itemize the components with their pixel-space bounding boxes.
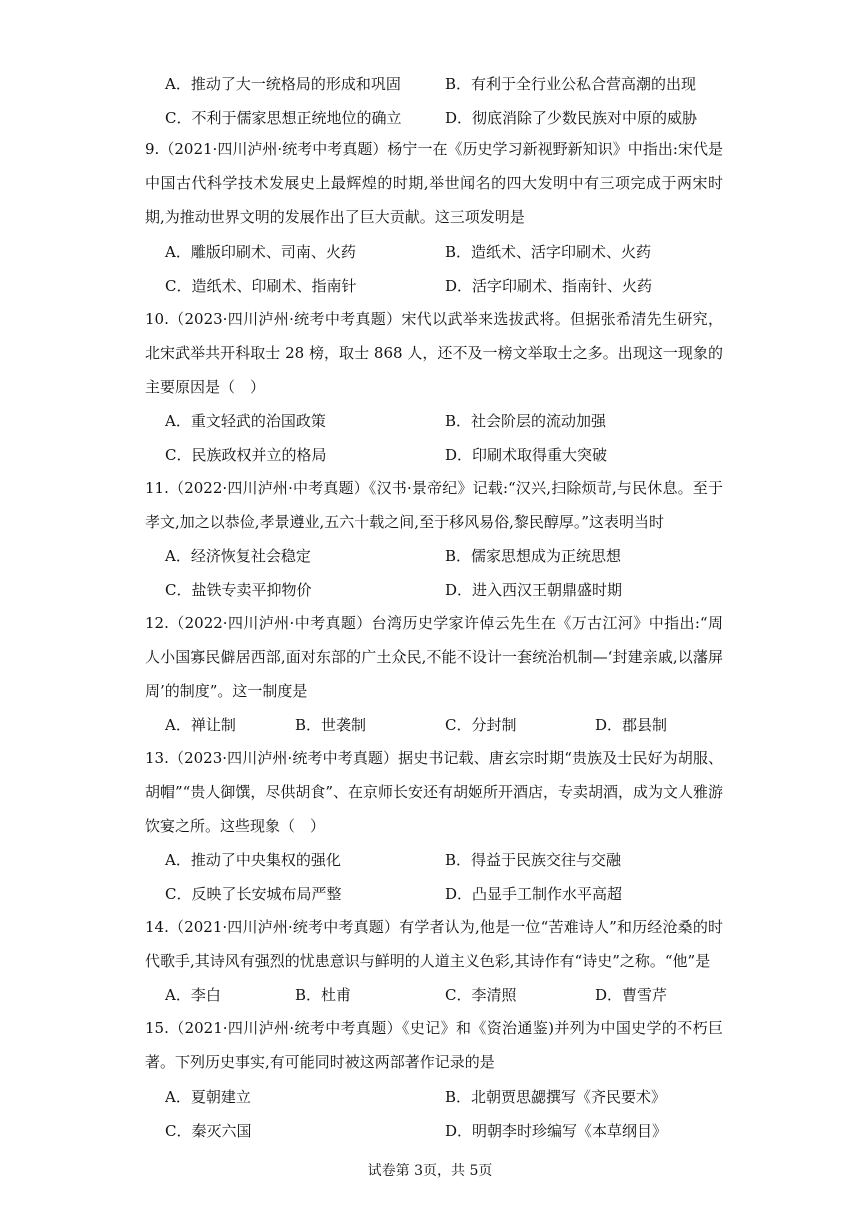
q11-option-b: B．儒家思想成为正统思想 bbox=[445, 547, 622, 565]
q11-option-c: C．盐铁专卖平抑物价 bbox=[165, 581, 312, 599]
q15-option-b: B．北朝贾思勰撰写《齐民要术》 bbox=[445, 1088, 667, 1106]
q11-stem: 11.（2022·四川泸州·中考真题）《汉书·景帝纪》记载:“汉兴,扫除烦苛,与民休息。至于孝文,加之以恭俭,孝景遵业,五六十载之间,至于移风易俗,黎民醇厚。”这表明当时 bbox=[145, 479, 723, 531]
q13-option-c: C．反映了长安城布局严整 bbox=[165, 885, 342, 903]
q8-option-d: D．彻底消除了少数民族对中原的威胁 bbox=[445, 109, 698, 127]
q14-option-c: C．李清照 bbox=[445, 986, 517, 1004]
q8-option-b: B．有利于全行业公私合营高潮的出现 bbox=[445, 75, 697, 93]
q12-option-b: B．世袭制 bbox=[295, 716, 367, 734]
q9-option-a: A．雕版印刷术、司南、火药 bbox=[165, 243, 356, 261]
q12-option-a: A．禅让制 bbox=[165, 716, 236, 734]
q12-option-c: C．分封制 bbox=[445, 716, 517, 734]
q12-option-d: D．郡县制 bbox=[595, 716, 668, 734]
q15-option-d: D．明朝李时珍编写《本草纲目》 bbox=[445, 1122, 668, 1140]
q13-option-d: D．凸显手工制作水平高超 bbox=[445, 885, 623, 903]
q14-stem: 14.（2021·四川泸州·统考中考真题）有学者认为,他是一位“苦难诗人”和历经沧桑的时代歌手,其诗风有强烈的忧患意识与鲜明的人道主义色彩,其诗作有“诗史”之称。“他”是 bbox=[145, 918, 723, 970]
q15-stem: 15.（2021·四川泸州·统考中考真题）《史记》和《资治通鉴)并列为中国史学的不朽巨著。下列历史事实,有可能同时被这两部著作记录的是 bbox=[145, 1019, 723, 1071]
q9-stem: 9.（2021·四川泸州·统考中考真题）杨宁一在《历史学习新视野新知识》中指出:宋代是中国古代科学技术发展史上最辉煌的时期,举世闻名的四大发明中有三项完成于两宋时期,为推动世界文明的发展作出了巨大贡献。这三项发明是 bbox=[145, 140, 723, 226]
q14-option-b: B．杜甫 bbox=[295, 986, 352, 1004]
q10-option-b: B．社会阶层的流动加强 bbox=[445, 412, 607, 430]
q14-option-a: A．李白 bbox=[165, 986, 221, 1004]
q10-option-a: A．重文轻武的治国政策 bbox=[165, 412, 326, 430]
q15-option-a: A．夏朝建立 bbox=[165, 1088, 251, 1106]
q12-stem: 12.（2022·四川泸州·中考真题）台湾历史学家许倬云先生在《万古江河》中指出:“周人小国寡民僻居西部,面对东部的广土众民,不能不设计一套统治机制—‘封建亲戚,以藩屏周’的制度”。这一制度是 bbox=[145, 614, 723, 700]
q10-option-d: D．印刷术取得重大突破 bbox=[445, 446, 608, 464]
q9-option-c: C．造纸术、印刷术、指南针 bbox=[165, 277, 357, 295]
q13-stem: 13.（2023·四川泸州·统考中考真题）据史书记载、唐玄宗时期“贵族及士民好为胡服、胡帽”“贵人御馔，尽供胡食”、在京师长安还有胡姬所开酒店，专卖胡酒，成为文人雅游饮宴之所。这些现象（ ） bbox=[145, 749, 724, 835]
q8-option-a: A．推动了大一统格局的形成和巩固 bbox=[165, 75, 401, 93]
q15-option-c: C．秦灭六国 bbox=[165, 1122, 252, 1140]
q10-option-c: C．民族政权并立的格局 bbox=[165, 446, 327, 464]
q13-option-b: B．得益于民族交往与交融 bbox=[445, 851, 622, 869]
q10-stem: 10.（2023·四川泸州·统考中考真题）宋代以武举来选拔武将。但据张希清先生研究，北宋武举共开科取士 28 榜，取士 868 人，还不及一榜文举取士之多。出现这一现象的主要原因是（ ） bbox=[145, 310, 723, 396]
q13-option-a: A．推动了中央集权的强化 bbox=[165, 851, 341, 869]
q14-option-d: D．曹雪芹 bbox=[595, 986, 668, 1004]
q9-option-b: B．造纸术、活字印刷术、火药 bbox=[445, 243, 652, 261]
q8-option-c: C．不利于儒家思想正统地位的确立 bbox=[165, 109, 402, 127]
q9-option-d: D．活字印刷术、指南针、火药 bbox=[445, 277, 653, 295]
q11-option-d: D．进入西汉王朝鼎盛时期 bbox=[445, 581, 623, 599]
q11-option-a: A．经济恢复社会稳定 bbox=[165, 547, 311, 565]
page-footer: 试卷第 3页，共 5页 bbox=[367, 1163, 493, 1179]
